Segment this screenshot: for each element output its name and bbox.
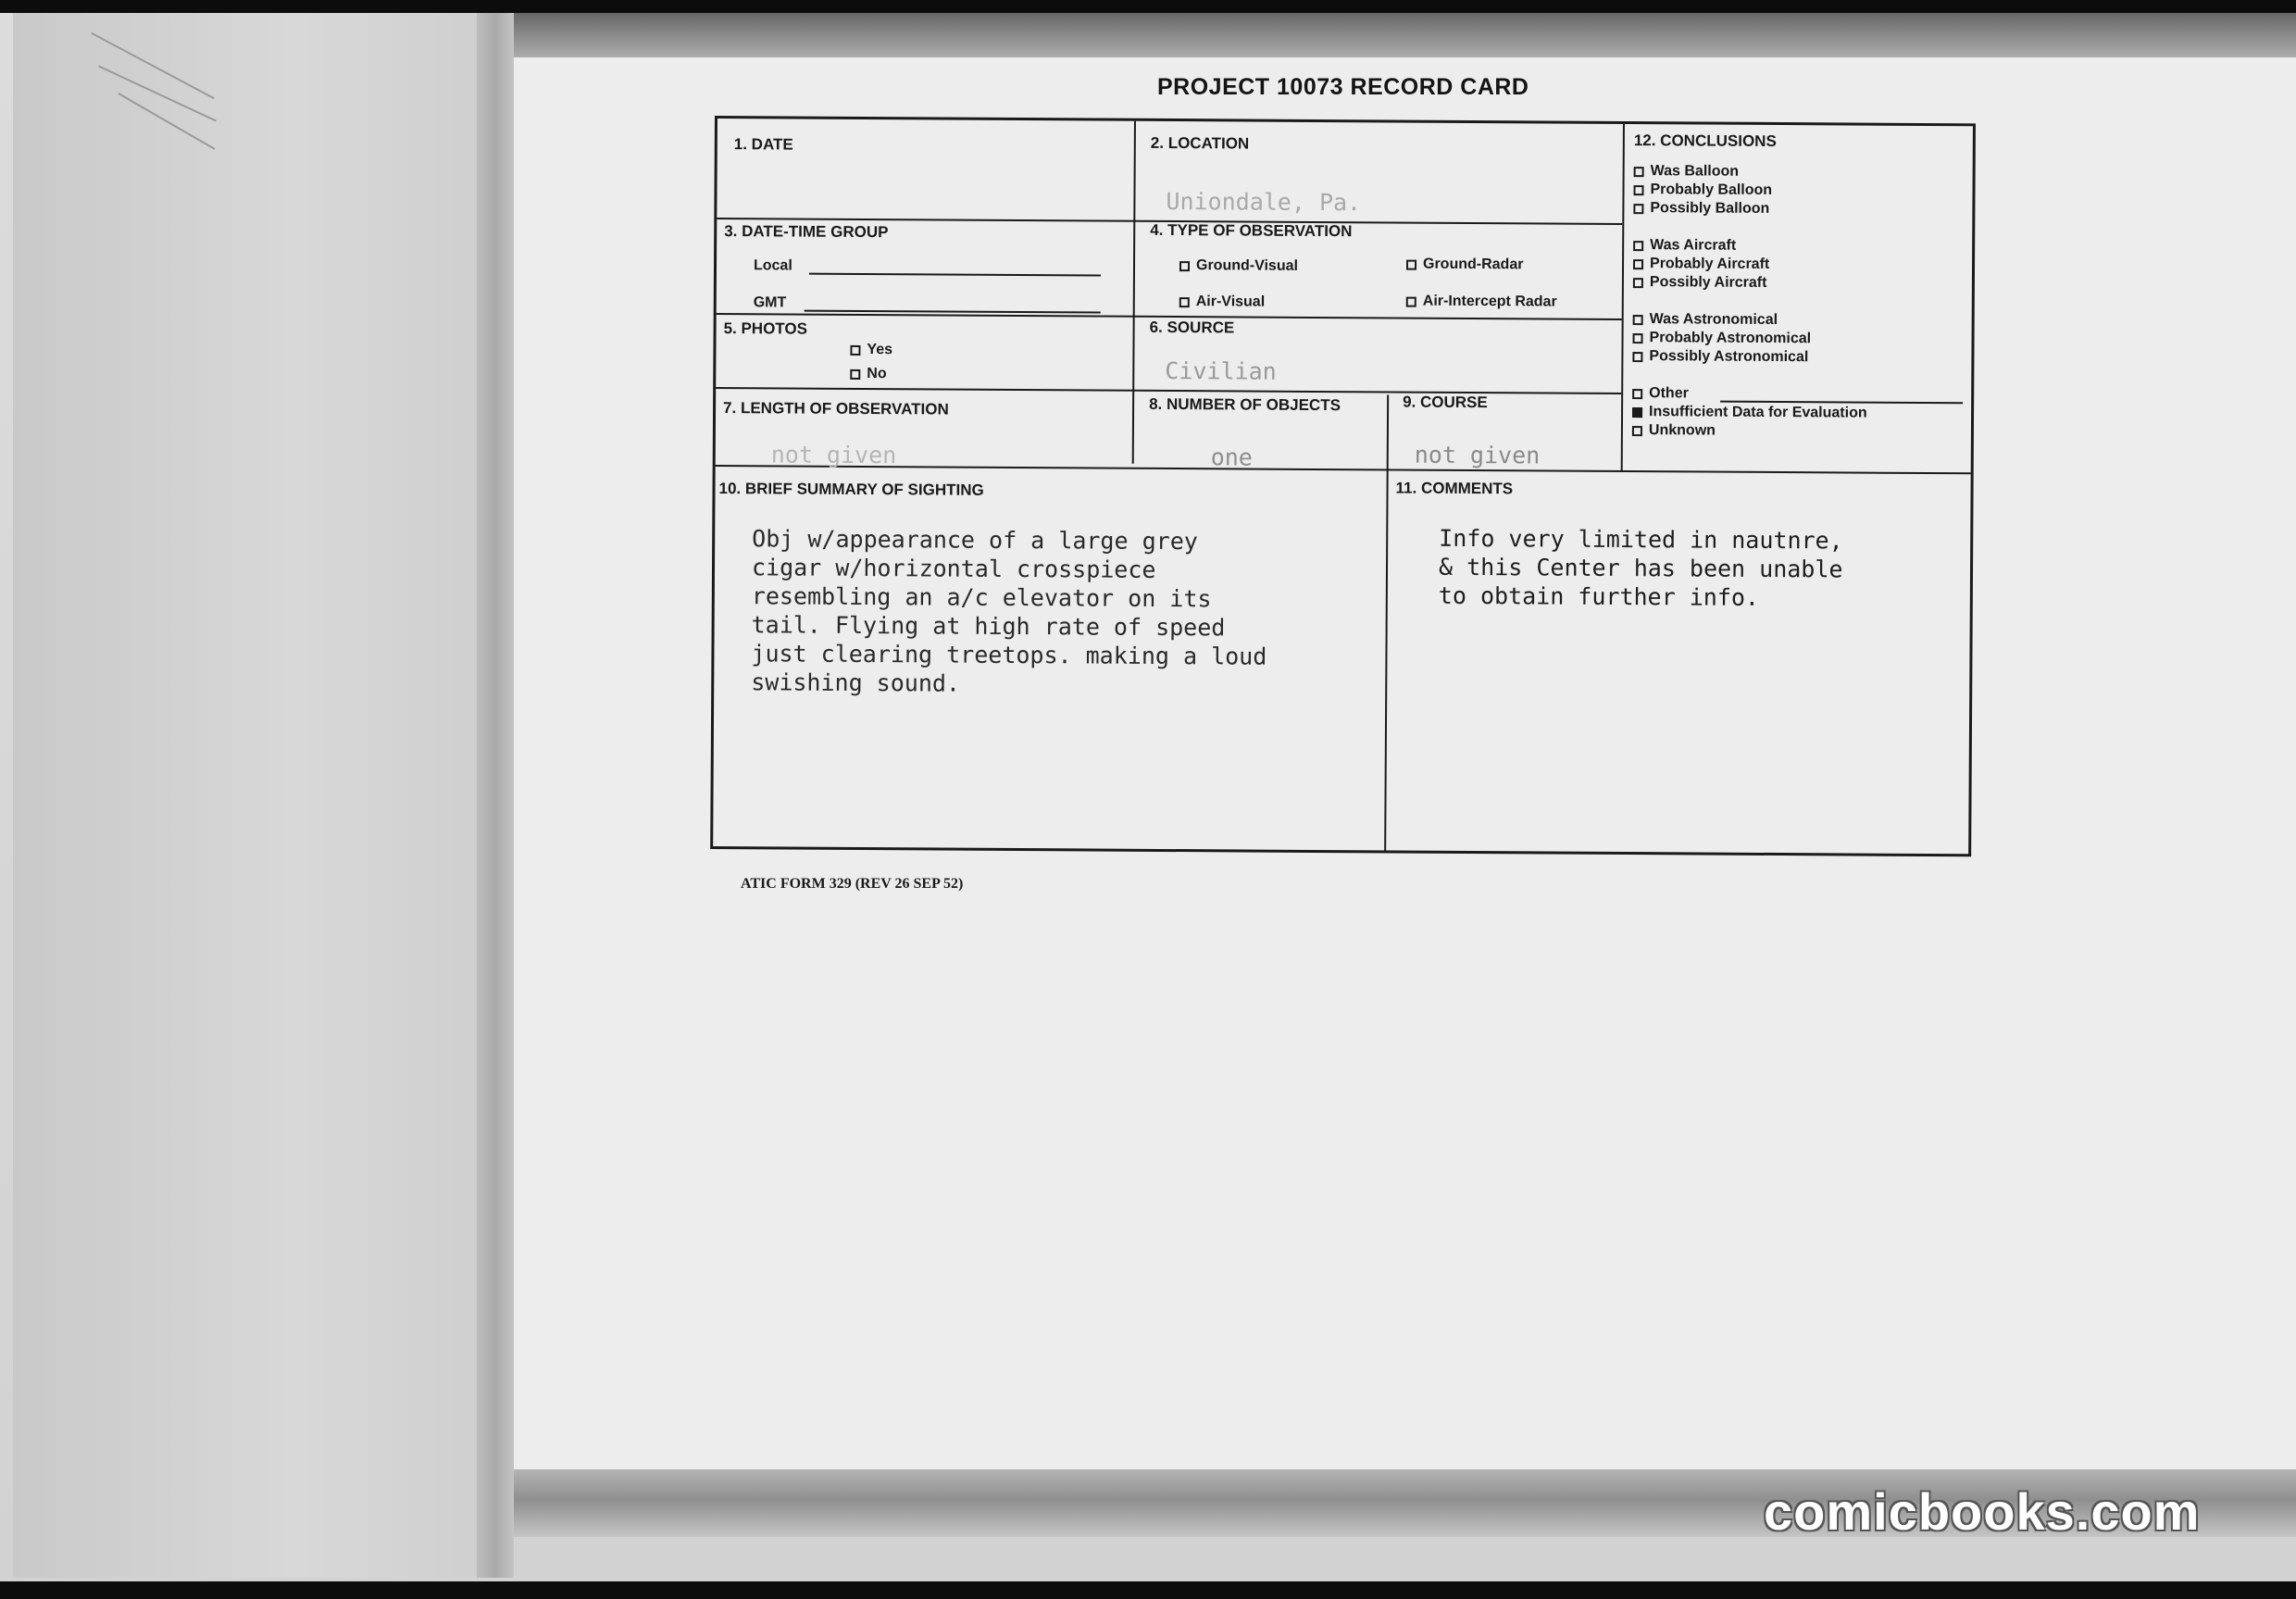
conclusion-option: Was Balloon — [1634, 163, 1740, 181]
binding-shadow — [477, 13, 514, 1578]
length-of-observation-label: 7. LENGTH OF OBSERVATION — [723, 399, 949, 418]
conclusion-option: Possibly Balloon — [1633, 200, 1769, 218]
summary-line: swishing sound. — [751, 668, 961, 697]
checkbox-icon — [1179, 297, 1190, 307]
conclusion-option: Probably Aircraft — [1633, 256, 1769, 273]
checkbox-icon — [1633, 259, 1643, 269]
length-of-observation-value: not given — [770, 441, 897, 469]
divider — [1384, 394, 1389, 853]
conclusions-label: 12. CONCLUSIONS — [1633, 131, 1777, 151]
form-number: ATIC FORM 329 (REV 26 SEP 52) — [741, 876, 964, 892]
photos-yes-option: Yes — [850, 342, 892, 358]
local-line — [809, 273, 1101, 277]
checkbox-icon — [1632, 352, 1642, 362]
card-title: PROJECT 10073 RECORD CARD — [1157, 74, 1529, 100]
summary-line: cigar w/horizontal crosspiece — [751, 554, 1156, 583]
brief-summary-label: 10. BRIEF SUMMARY OF SIGHTING — [718, 480, 984, 499]
photos-no-option: No — [850, 366, 886, 382]
summary-line: resembling an a/c elevator on its — [751, 582, 1212, 613]
checkbox-icon — [850, 344, 860, 355]
other-line — [1720, 401, 1963, 405]
photos-label: 5. PHOTOS — [723, 319, 808, 338]
checkbox-icon — [1632, 389, 1642, 399]
number-of-objects-value: one — [1210, 443, 1254, 471]
watermark-logo: comicbooks.com — [1764, 1482, 2201, 1541]
comments-line: Info very limited in nautnre, — [1439, 524, 1843, 555]
comments-line: to obtain further info. — [1438, 581, 1760, 611]
left-paper-panel — [13, 13, 485, 1578]
checkbox-icon — [1179, 261, 1190, 271]
type-of-observation-label: 4. TYPE OF OBSERVATION — [1150, 220, 1353, 241]
conclusion-option-insufficient-data: Insufficient Data for Evaluation — [1632, 404, 1867, 422]
comments-line: & this Center has been unable — [1438, 553, 1843, 583]
date-time-group-label: 3. DATE-TIME GROUP — [724, 222, 889, 242]
conclusion-other-option: Other — [1632, 385, 1689, 402]
record-card-form — [710, 116, 1976, 856]
checkbox-icon — [850, 369, 860, 379]
checkbox-icon — [1406, 296, 1416, 306]
ground-visual-option: Ground-Visual — [1179, 257, 1298, 275]
local-label: Local — [753, 257, 792, 274]
frame-edge-top — [0, 0, 2296, 13]
source-value: Civilian — [1165, 356, 1277, 385]
conclusion-option: Was Aircraft — [1633, 237, 1736, 255]
location-value: Uniondale, Pa. — [1166, 187, 1362, 217]
ground-radar-option: Ground-Radar — [1406, 256, 1524, 274]
summary-line: just clearing treetops. making a loud — [751, 640, 1267, 670]
gmt-label: GMT — [753, 294, 787, 311]
air-visual-option: Air-Visual — [1179, 294, 1266, 311]
source-label: 6. SOURCE — [1149, 318, 1235, 337]
checkbox-icon — [1632, 426, 1642, 436]
conclusion-option: Possibly Astronomical — [1632, 348, 1808, 366]
conclusion-option: Possibly Aircraft — [1633, 274, 1767, 292]
checkbox-icon — [1634, 167, 1644, 177]
date-value-illegible — [767, 188, 781, 215]
number-of-objects-label: 8. NUMBER OF OBJECTS — [1149, 394, 1341, 415]
frame-edge-bottom — [0, 1581, 2296, 1599]
air-intercept-radar-option: Air-Intercept Radar — [1406, 294, 1557, 311]
divider — [1132, 121, 1136, 464]
checked-box-icon — [1632, 407, 1642, 418]
course-label: 9. COURSE — [1403, 393, 1488, 412]
conclusion-option: Probably Balloon — [1633, 181, 1772, 199]
checkbox-icon — [1633, 241, 1643, 251]
summary-line: tail. Flying at high rate of speed — [751, 611, 1226, 642]
summary-line: Obj w/appearance of a large grey — [752, 525, 1198, 556]
date-label: 1. DATE — [733, 135, 793, 154]
course-value: not given — [1414, 441, 1541, 469]
checkbox-icon — [1633, 185, 1643, 195]
checkbox-icon — [1633, 204, 1643, 214]
checkbox-icon — [1406, 259, 1416, 269]
conclusion-option: Unknown — [1632, 422, 1716, 440]
conclusion-option: Was Astronomical — [1633, 311, 1778, 329]
comments-label: 11. COMMENTS — [1395, 479, 1514, 498]
location-label: 2. LOCATION — [1150, 133, 1250, 153]
checkbox-icon — [1633, 315, 1643, 325]
divider — [1621, 124, 1625, 472]
checkbox-icon — [1633, 333, 1643, 344]
divider — [716, 465, 1971, 474]
conclusion-option: Probably Astronomical — [1632, 330, 1811, 347]
checkbox-icon — [1633, 278, 1643, 288]
